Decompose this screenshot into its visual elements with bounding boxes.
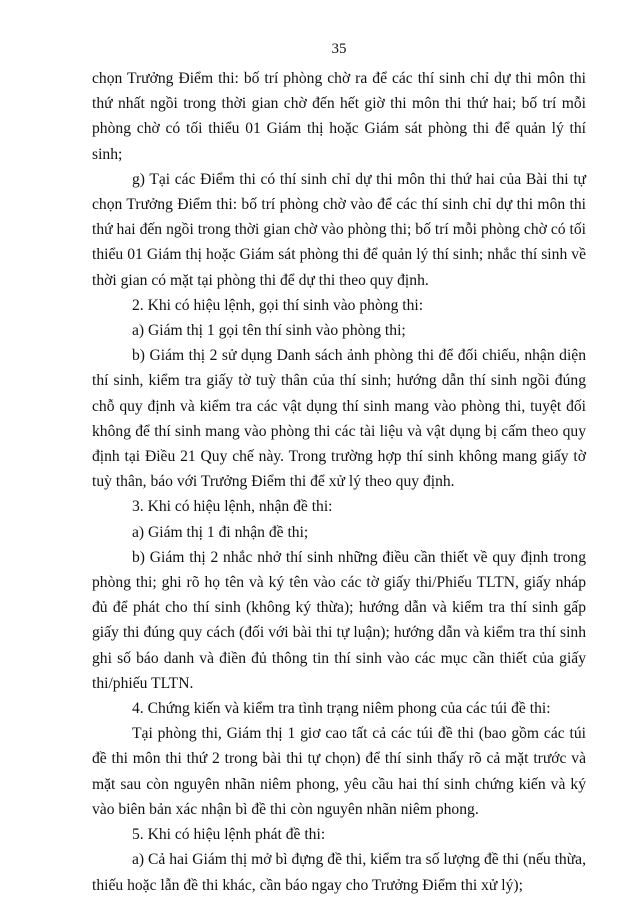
paragraph-1: chọn Trưởng Điểm thi: bố trí phòng chờ ra để các thí sinh chỉ dự thi môn thi thứ nhất ngồi trong thời gian chờ đến hết giờ thi môn thi thứ hai; bố trí mỗi phòng chờ có tối thiểu 01 Giám thị hoặc Giám sát phòng thi để quản lý thí sinh;: [92, 70, 586, 163]
paragraph-3: 2. Khi có hiệu lệnh, gọi thí sinh vào phòng thi:: [132, 296, 424, 314]
paragraph-7: a) Giám thị 1 đi nhận đề thi;: [132, 523, 309, 541]
paragraph-2: g) Tại các Điểm thi có thí sinh chỉ dự thi môn thi thứ hai của Bài thi tự chọn Trưởng Điểm thi: bố trí phòng chờ vào để các thí sinh chỉ dự thi môn thi thứ hai đến ngồi trong thời gian chờ vào phòng thi; bố trí mỗi phòng chờ có tối thiểu 01 Giám thị hoặc Giám sát phòng thi để quản lý thí sinh; nhắc thí sinh về thời gian có mặt tại phòng thi để dự thi theo quy định.: [92, 170, 586, 289]
paragraph-12: a) Cả hai Giám thị mở bì đựng đề thi, kiểm tra số lượng đề thi (nếu thừa, thiếu hoặc lẫn đề thi khác, cần báo ngay cho Trưởng Điểm thi xử lý);: [92, 851, 586, 894]
paragraph-10: Tại phòng thi, Giám thị 1 giơ cao tất cả các túi đề thi (bao gồm các túi đề thi môn thi thứ 2 trong bài thi tự chọn) để thí sinh thấy rõ cả mặt trước và mặt sau còn nguyên nhãn niêm phong, yêu cầu hai thí sinh chứng kiến và ký vào biên bản xác nhận bì đề thi còn nguyên nhãn niêm phong.: [92, 725, 586, 818]
paragraph-4: a) Giám thị 1 gọi tên thí sinh vào phòng thi;: [132, 322, 406, 340]
page-number: 35: [331, 41, 347, 57]
paragraph-5: b) Giám thị 2 sử dụng Danh sách ảnh phòng thi để đối chiếu, nhận diện thí sinh, kiểm tra giấy tờ tuỳ thân của thí sinh; hướng dẫn thí sinh ngồi đúng chỗ quy định và kiểm tra các vật dụng thí sinh mang vào phòng thi, tuyệt đối không để thí sinh mang vào phòng thi các tài liệu và vật dụng bị cấm theo quy định tại Điều 21 Quy chế này. Trong trường hợp thí sinh không mang giấy tờ tuỳ thân, báo với Trưởng Điểm thi để xử lý theo quy định.: [92, 347, 586, 491]
paragraph-9: 4. Chứng kiến và kiểm tra tình trạng niêm phong của các túi đề thi:: [132, 700, 551, 718]
paragraph-6: 3. Khi có hiệu lệnh, nhận đề thi:: [132, 498, 333, 516]
document-body: [92, 66, 586, 898]
paragraph-8: b) Giám thị 2 nhắc nhở thí sinh những điều cần thiết về quy định trong phòng thi; ghi rõ họ tên và ký tên vào các tờ giấy thi/Phiếu TLTN, giấy nháp đủ để phát cho thí sinh (không ký thừa); hướng dẫn và kiểm tra thí sinh gấp giấy thi đúng quy cách (đối với bài thi tự luận); hướng dẫn và kiểm tra thí sinh ghi số báo danh và điền đủ thông tin thí sinh vào các mục cần thiết của giấy thi/phiếu TLTN.: [92, 548, 586, 692]
paragraph-11: 5. Khi có hiệu lệnh phát đề thi:: [132, 826, 326, 844]
